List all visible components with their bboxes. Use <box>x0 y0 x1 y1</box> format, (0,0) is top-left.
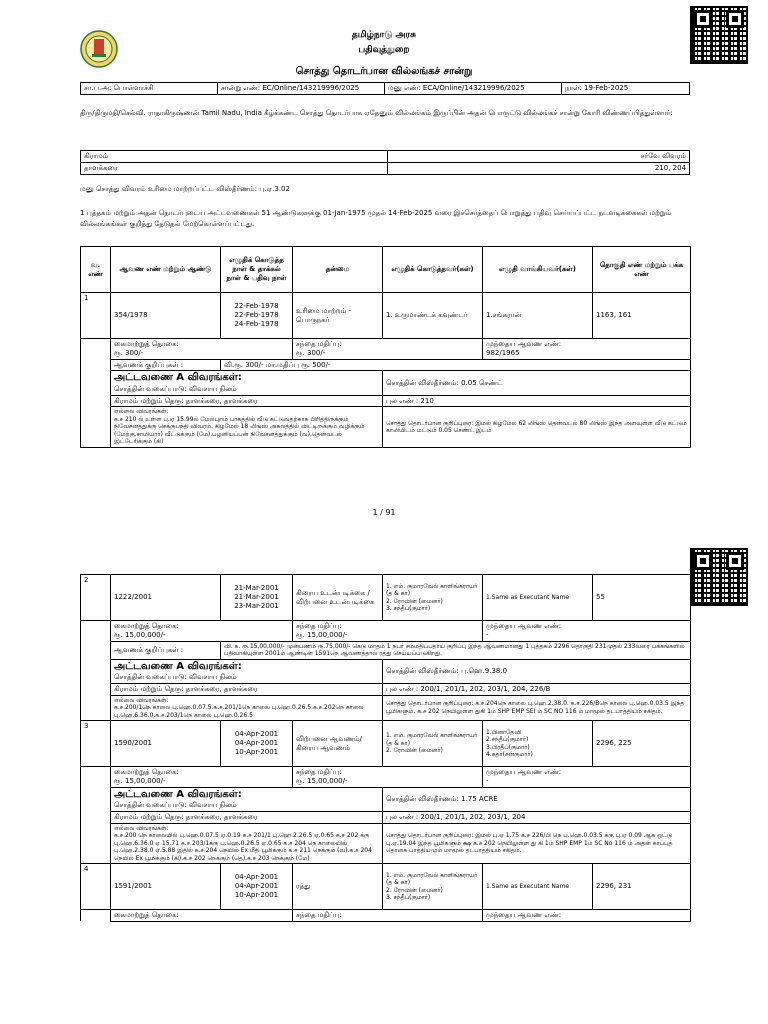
extent-line: மனு சொத்து விவரம் உரிமை மாற்றப்பட்ட விஸ்தீர்ணம்: பு.ஏ.3.02 <box>80 185 290 193</box>
col-executant: எழுதிக் கொடுத்தவர்(கள்) <box>383 247 483 293</box>
table-row: கைமாற்றுத் தொகை: சந்தை மதிப்பு: முந்தைய ஆவண எண்: <box>81 910 691 922</box>
table-row: அட்டவணை A விவரங்கள்: சொத்தின் வகைப்பாடு: விவசாய நிலம் சொத்தின் விஸ்தீர்ணம்: பு.ஹெ.9.38.0 <box>81 659 691 683</box>
village-value: தாளக்கரை <box>81 162 388 174</box>
office-cell: சா.ப.அ: பொள்ளாச்சி <box>81 83 218 95</box>
table-row: 3 1590/2001 04-Apr-2001 04-Apr-2001 10-Apr-2001 விற்பனை ஆவணம்/ கிரைய ஆவணம் 1. எம். குமாரவேல் காளிங்கராயர் (த & கா) 2. ரோவின் (மைனர்) 1.பினாதேவி 2.சந்தீப்(குமார்) 3.பிரதீப்(குமார்) 4.கதர்(சன்குமார்) 2296, 225 <box>81 721 691 767</box>
survey-label: சர்வே விவரம் <box>388 151 690 163</box>
header-row <box>81 247 691 293</box>
entries-table-page1 <box>80 246 691 448</box>
intro-text: திரு/திருமதி/செல்வி. ராதாகிருஷ்ணன் Tamil Nadu, India கீழ்க்கண்ட சொத்து தொடர்பாக ஏதேனும் வில்லங்கம் இருப்பின் அதன் பொருட்டு வில்லங்கச் சான்று கோரி விண்ணப்பித்துள்ளார்: <box>80 109 673 117</box>
table-row: கைமாற்றுத் தொகை: ரூ. 15,00,000/- சந்தை மதிப்பு: ரூ. 15,00,000/- முந்தைய ஆவண எண்: - <box>81 767 691 788</box>
table-row: எல்லை விவரங்கள்: க.ச 210 ல் உள்ள பு.ஏ 15.99ல் மேல்புறம் பாகத்தில் வீடு கட்டுவதற்காக பிரித்திருக்கும் நிவேசனத்துக்கு செக்குபந்தி விவரம். கிழமேல் 18 லிங்ஸ் அகலத்தில் விட்டிருக்கும் வழிக்கும் (மேற்கு,சாமியார்) வீட்டுக்கும் (மே).பழனியப்பன் நிவேசனத்துக்கும் (வ),தென்வடல் இட்டேரிக்கும் (கி) சொத்து தொடர்பான குறிப்புரை: இமல் கிழமேல் 62 லிங்ஸ் தென்வடல் 80 லிங்ஸ் இந்த அளவுள்ள வீடு கட்டும் காலியிடம் மட்டும் 0.05 செண்ட் இடம் <box>81 407 691 448</box>
table-row: கைமாற்றுத் தொகை: ரூ. 15,00,000/- சந்தை மதிப்பு: ரூ. 15,00,000/- முந்தைய ஆவண எண்: - <box>81 621 691 642</box>
govt-name: தமிழ்நாடு அரசு <box>351 30 417 40</box>
table-row: 2 1222/2001 21-Mar-2001 21-Mar-2001 23-Mar-2001 கிரைய உடன்படிக்கை / விற்பனை உடன்படிக்கை 1. எம். குமாரவேல் காளிங்கராயர் (த & கா) 2. ரோவின் (மைனர்) 3. சந்தீப்(குமார்) 1.Same as Executant Name 55 <box>81 575 691 621</box>
table-row: ஆவணக் குறிப்புகள் : வி.ரூ. 300/- மா.மதிப்பு ரூ. 500/- <box>81 359 691 371</box>
table-row: எல்லை விவரங்கள்: க.ச.200/1நெ காலை பு.ஹெ.0.07.5.க.ச.201/1நெ காலை பு.ஹெ.0.26.5.க.ச.202நெ காலை பு.ஹெ.6.36.0.க.ச.203/1நெ காலை பு.ஹெ.0.26.5 சொத்து தொடர்பான குறிப்புரை: க.ச.204நெ காலை பு.ஹெ.2.38.0. க.ச.226/Bநெ காலை பு.ஹெ.0.03.5 இந்த பூமிகளும். க.ச 202 நெயிலுள்ள துகி 1ம் SHP EMP SEI ம் SC NO 116 ம் மாமூல் தடபாத்தியம் சகிதம். <box>81 695 691 721</box>
table-row: எல்லை விவரங்கள்: க.ச.200 நெ காலையில் பு.ஹெ.0.07.5 ஏ.0.19 க.ச 201/1 பு.ஹெ.2.26.5 ஏ.0.65 க.ச 202 க்கு பு.ஹெ.6.36.0 ஏ 15.71 க.ச.203/1க்கு பு.ஹெ.0.26.5 ஏ.0.65 க.ச 204 நெ காலையில் பு.ஹெ.2.38.0 ஏ.5.88 இதில் க.ச 204 நெயில் Ex மீதி பூமிக்கும் க.ச 211 நெக்கும் (வ).க.ச 204 நெயில் Ex பூமிக்கும் (கி).க.ச 202 நெக்கும் (தெ).க.ச 203 நெக்கும் (மே) சொத்து தொடர்பான குறிப்புரை: இமல் பு.ஏ 1.75 க.ச 226/பி நெ பு.ஹெ.0.03.5 க்கு பு.ஏ 0.09 ஆக ஒட்டு பு.ஏ.19.04 இந்த பூமிகளும் க்ஷ க.ச 202 நெயிலுள்ள து கி 1ம் SHP EMP 1ம் SC No 116 ம் அதன் காப்புத் தொகை பாத்தியமும் மாமூல் தடபாத்தியம் சகிதம். <box>81 823 691 864</box>
page-title: சொத்து தொடர்பான வில்லங்கச் சான்று <box>295 66 473 77</box>
search-line: 1 புத்தகம் மற்றும் அதன் தொடர்புடைய அட்டவணைகள் 51 ஆண்டுகளுக்கு 01-Jan-1975 முதல் 14-Feb-2025 வரை இச்சொத்தைப் பொறுத்து பதிவு செய்யப்பட்ட நடவடிக்கைகள் மற்றும் வில்லங்கங்கள் குறித்து தேடுதல் மேற்கொள்ளப்பட்டது. <box>80 209 672 229</box>
table-row: கிராமம் மற்றும் தெரு: தாளக்கரை, தாளக்கரை புல எண் : 200/1, 201/1, 202, 203/1, 204, 226/B <box>81 683 691 695</box>
page-number: 1 / 91 <box>372 508 396 517</box>
table-row: அட்டவணை A விவரங்கள்: சொத்தின் வகைப்பாடு: விவசாய நிலம் சொத்தின் விஸ்தீர்ணம்: 1.75 ACRE <box>81 787 691 811</box>
dates-cell: 22-Feb-1978 22-Feb-1978 24-Feb-1978 <box>221 293 293 339</box>
entries-table-page2 <box>80 574 691 922</box>
col-sno: வ. எண் <box>81 247 111 293</box>
qr-code-icon <box>690 548 748 606</box>
village-label: கிராமம் <box>81 151 388 163</box>
col-dates: எழுதிக் கொடுத்த நாள் & தாக்கல் நாள் & பதிவு நாள் <box>221 247 293 293</box>
col-vol: தொகுதி எண் மற்றும் பக்க எண் <box>593 247 691 293</box>
col-doc: ஆவண எண் மற்றும் ஆண்டு <box>111 247 221 293</box>
table-row: அட்டவணை A விவரங்கள்: சொத்தின் வகைப்பாடு: விவசாய நிலம் சொத்தின் விஸ்தீர்ணம்: 0.05 செண்ட் <box>81 371 691 395</box>
info-row <box>80 82 690 95</box>
table-row: 1 354/1978 22-Feb-1978 22-Feb-1978 24-Feb-1978 உரிமை மாற்றம் - பொருநகர் 1. உருமாண்டக் கவுண்டர் 1.சங்கரான் 1163, 161 <box>81 293 691 339</box>
app-no-cell: மனு எண்: ECA/Online/143219996/2025 <box>385 83 562 95</box>
table-row: கைமாற்றுத் தொகை: ரூ. 300/- சந்தை மதிப்பு: ரூ. 300/- முந்தைய ஆவண எண்: 982/1965 <box>81 339 691 360</box>
table-row: ஆவணக் குறிப்புகள் : வி. க. ரூ.15,00,000/- முன்பணம் ரூ.75,000/- கெடு மாதம் 1 நபர் சம்மதிப்பதாய் குறிப்பு இந்த ஆவணமானது 1 புத்தகம் 2296 தொகுதி 231முதல் 233வரை பக்கங்களில் பதிவாகியுள்ள 2001ம் ஆண்டின் 1591நெ ஆவணத்தால் ரத்து செய்யப்படுகிறது. <box>81 641 691 659</box>
table-row: கிராமம் மற்றும் தெரு: தாளக்கரை, தாளக்கரை புல எண் : 210 <box>81 395 691 407</box>
dept-name: பதிவுத்துறை <box>358 45 410 55</box>
village-table <box>80 150 690 175</box>
col-claimant: எழுதி வாங்கியவர்(கள்) <box>483 247 593 293</box>
cert-no-cell: சான்று எண்: EC/Online/143219996/2025 <box>218 83 385 95</box>
survey-value: 210, 204 <box>388 162 690 174</box>
date-cell: நாள்: 19-Feb-2025 <box>562 83 690 95</box>
col-nature: தன்மை <box>293 247 383 293</box>
table-row: கிராமம் மற்றும் தெரு: தாளக்கரை, தாளக்கரை புல எண் : 200/1, 201/1, 202, 203/1, 204 <box>81 811 691 823</box>
table-row: 4 1591/2001 04-Apr-2001 04-Apr-2001 10-Apr-2001 ரத்து 1. எம். குமாரவேல் காளிங்கராயர் (த & கா) 2. ரோவின் (மைனர்) 3. சந்தீப்(குமார்) 1.Same as Executant Name 2296, 231 <box>81 864 691 910</box>
